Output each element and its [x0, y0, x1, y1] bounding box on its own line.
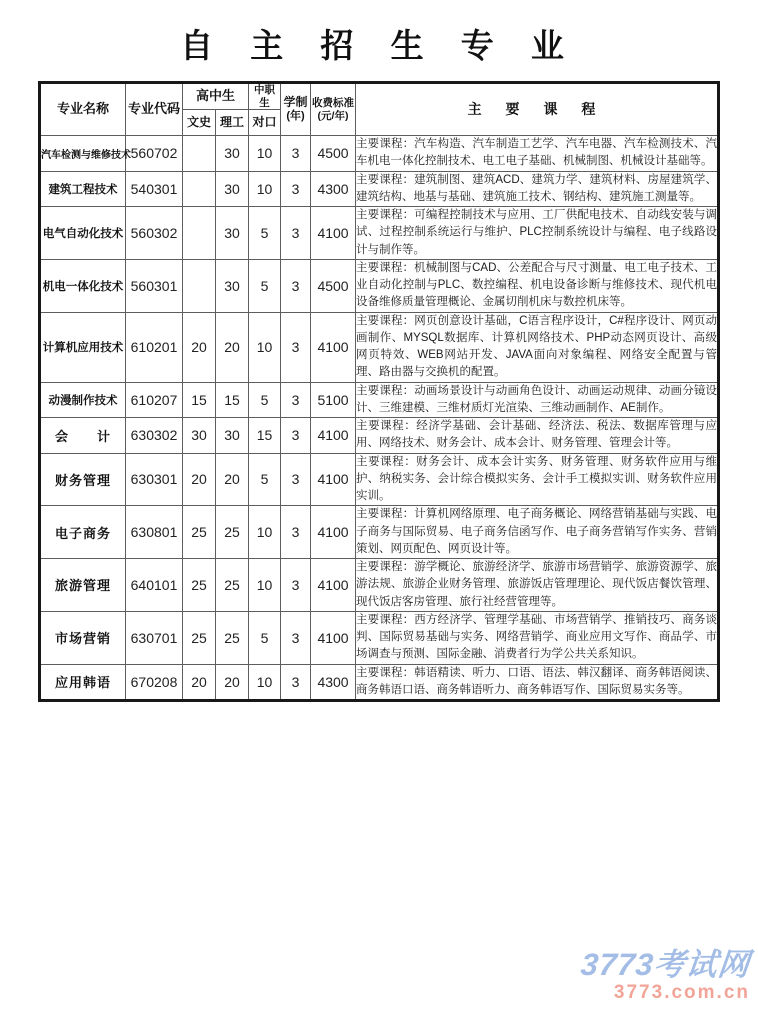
major-code-cell: 670208 — [126, 664, 183, 701]
major-code-cell: 640101 — [126, 559, 183, 612]
ligong-quota-cell: 25 — [216, 559, 249, 612]
wenshi-quota-cell — [183, 136, 216, 172]
major-code-cell: 540301 — [126, 171, 183, 207]
col-header-fee-line1: 收费标准 — [312, 97, 355, 110]
wenshi-quota-cell — [183, 259, 216, 312]
major-name-cell: 会 计 — [40, 418, 126, 454]
courses-cell: 主要课程：韩语精读、听力、口语、语法、韩汉翻译、商务韩语阅读、商务韩语口语、商务韩语听力、商务韩语写作、国际贸易实务等。 — [356, 664, 719, 701]
duikou-quota-cell: 10 — [249, 506, 281, 559]
courses-cell: 主要课程：游学概论、旅游经济学、旅游市场营销学、旅游资源学、旅游法规、旅游企业财务管理、旅游饭店管理理论、现代饭店餐饮管理、现代饭店客房管理、旅行社经营管理等。 — [356, 559, 719, 612]
courses-cell: 主要课程：可编程控制技术与应用、工厂供配电技术、自动线安装与调试、过程控制系统运行与维护、PLC控制系统设计与编程、电子线路设计与制作等。 — [356, 207, 719, 260]
table-row — [40, 506, 719, 559]
major-name-cell: 计算机应用技术 — [40, 312, 126, 382]
fee-cell: 4100 — [311, 506, 356, 559]
ligong-quota-cell: 20 — [216, 664, 249, 701]
major-name-cell: 电气自动化技术 — [40, 207, 126, 260]
duration-cell: 3 — [281, 382, 311, 418]
major-name-cell: 财务管理 — [40, 453, 126, 506]
courses-cell: 主要课程：机械制图与CAD、公差配合与尺寸测量、电工电子技术、工业自动化控制与PLC、数控编程、机电设备诊断与维修技术、现代机电设备维修质量管理概论、金属切削机床与数控机床等。 — [356, 259, 719, 312]
major-code-cell: 630801 — [126, 506, 183, 559]
col-header-duration-line2: (年) — [286, 110, 305, 123]
col-header-major-name: 专业名称 — [40, 83, 126, 136]
table-row — [40, 136, 719, 172]
watermark-site-url: 3773.com.cn — [613, 982, 750, 1004]
col-header-ligong: 理工 — [216, 110, 249, 136]
fee-cell: 4100 — [311, 453, 356, 506]
wenshi-quota-cell — [183, 171, 216, 207]
table-row — [40, 382, 719, 418]
major-code-cell: 630701 — [126, 611, 183, 664]
duikou-quota-cell: 5 — [249, 382, 281, 418]
table-row — [40, 453, 719, 506]
major-code-cell: 560302 — [126, 207, 183, 260]
ligong-quota-cell: 30 — [216, 259, 249, 312]
wenshi-quota-cell: 20 — [183, 664, 216, 701]
major-code-cell: 560301 — [126, 259, 183, 312]
ligong-quota-cell: 15 — [216, 382, 249, 418]
col-header-high-school: 高中生 — [183, 83, 249, 110]
ligong-quota-cell: 25 — [216, 611, 249, 664]
duration-cell: 3 — [281, 559, 311, 612]
duikou-quota-cell: 5 — [249, 259, 281, 312]
courses-cell: 主要课程：财务会计、成本会计实务、财务管理、财务软件应用与维护、纳税实务、会计综合模拟实务、会计手工模拟实训、财务软件应用实训。 — [356, 453, 719, 506]
wenshi-quota-cell — [183, 207, 216, 260]
courses-cell: 主要课程：经济学基础、会计基础、经济法、税法、数据库管理与应用、网络技术、财务会计、成本会计、财务管理、管理会计等。 — [356, 418, 719, 454]
table-row — [40, 418, 719, 454]
duikou-quota-cell: 5 — [249, 453, 281, 506]
duration-cell: 3 — [281, 171, 311, 207]
watermark-site-name: 3773考试网 — [579, 947, 752, 983]
col-header-courses: 主 要 课 程 — [356, 83, 719, 136]
fee-cell: 5100 — [311, 382, 356, 418]
major-name-cell: 建筑工程技术 — [40, 171, 126, 207]
duration-cell: 3 — [281, 207, 311, 260]
courses-cell: 主要课程：建筑制图、建筑ACD、建筑力学、建筑材料、房屋建筑学、建筑结构、地基与基础、建筑施工技术、钢结构、建筑施工测量等。 — [356, 171, 719, 207]
col-header-fee-line2: (元/年) — [317, 109, 349, 122]
major-code-cell: 560702 — [126, 136, 183, 172]
wenshi-quota-cell: 25 — [183, 611, 216, 664]
major-name-cell: 旅游管理 — [40, 559, 126, 612]
major-name-cell: 汽车检测与维修技术 — [40, 136, 126, 172]
ligong-quota-cell: 30 — [216, 136, 249, 172]
fee-cell: 4100 — [311, 559, 356, 612]
courses-cell: 主要课程：动画场景设计与动画角色设计、动画运动规律、动画分镜设计、三维建模、三维材质灯光渲染、三维动画制作、AE制作。 — [356, 382, 719, 418]
courses-cell: 主要课程：网页创意设计基础，C语言程序设计，C#程序设计、网页动画制作、MYSQL数据库、计算机网络技术、PHP动态网页设计、高级网页特效、WEB网站开发、JAVA面向对象编程、网络安全配置与管理、路由器与交换机的配置。 — [356, 312, 719, 382]
fee-cell: 4100 — [311, 611, 356, 664]
duration-cell: 3 — [281, 136, 311, 172]
col-header-wenshi: 文史 — [183, 110, 216, 136]
major-code-cell: 610207 — [126, 382, 183, 418]
duikou-quota-cell: 10 — [249, 312, 281, 382]
duration-cell: 3 — [281, 453, 311, 506]
duikou-quota-cell: 10 — [249, 664, 281, 701]
major-code-cell: 630302 — [126, 418, 183, 454]
major-name-cell: 应用韩语 — [40, 664, 126, 701]
table-row — [40, 312, 719, 382]
duikou-quota-cell: 10 — [249, 136, 281, 172]
wenshi-quota-cell: 20 — [183, 453, 216, 506]
ligong-quota-cell: 20 — [216, 453, 249, 506]
table-row — [40, 207, 719, 260]
ligong-quota-cell: 30 — [216, 171, 249, 207]
duration-cell: 3 — [281, 418, 311, 454]
ligong-quota-cell: 30 — [216, 418, 249, 454]
courses-cell: 主要课程：计算机网络原理、电子商务概论、网络营销基础与实践、电子商务与国际贸易、电子商务信函写作、电子商务营销写作实务、营销策划、网页配色、网页设计等。 — [356, 506, 719, 559]
table-row — [40, 171, 719, 207]
duikou-quota-cell: 10 — [249, 171, 281, 207]
wenshi-quota-cell: 25 — [183, 559, 216, 612]
col-header-vocational: 中职生 — [249, 83, 281, 110]
ligong-quota-cell: 25 — [216, 506, 249, 559]
page-title: 自 主 招 生 专 业 — [180, 27, 578, 64]
duration-cell: 3 — [281, 664, 311, 701]
wenshi-quota-cell: 30 — [183, 418, 216, 454]
major-name-cell: 电子商务 — [40, 506, 126, 559]
major-code-cell: 630301 — [126, 453, 183, 506]
major-name-cell: 市场营销 — [40, 611, 126, 664]
col-header-fee — [311, 83, 356, 136]
major-code-cell: 610201 — [126, 312, 183, 382]
duration-cell: 3 — [281, 611, 311, 664]
courses-cell: 主要课程：汽车构造、汽车制造工艺学、汽车电器、汽车检测技术、汽车机电一体化控制技术、电工电子基础、机械制图、机械设计基础等。 — [356, 136, 719, 172]
duration-cell: 3 — [281, 259, 311, 312]
duration-cell: 3 — [281, 506, 311, 559]
table-body — [40, 136, 719, 701]
duration-cell: 3 — [281, 312, 311, 382]
ligong-quota-cell: 30 — [216, 207, 249, 260]
table-row — [40, 664, 719, 701]
major-name-cell: 机电一体化技术 — [40, 259, 126, 312]
table-row — [40, 559, 719, 612]
table-header — [40, 83, 719, 136]
table-row — [40, 611, 719, 664]
watermark — [581, 949, 750, 1005]
fee-cell: 4100 — [311, 418, 356, 454]
wenshi-quota-cell: 25 — [183, 506, 216, 559]
fee-cell: 4500 — [311, 136, 356, 172]
duikou-quota-cell: 15 — [249, 418, 281, 454]
duikou-quota-cell: 5 — [249, 611, 281, 664]
fee-cell: 4300 — [311, 664, 356, 701]
table-row — [40, 259, 719, 312]
fee-cell: 4500 — [311, 259, 356, 312]
major-name-cell: 动漫制作技术 — [40, 382, 126, 418]
fee-cell: 4100 — [311, 312, 356, 382]
col-header-duration-line1: 学制 — [283, 95, 308, 110]
majors-table — [38, 81, 720, 702]
duikou-quota-cell: 10 — [249, 559, 281, 612]
fee-cell: 4100 — [311, 207, 356, 260]
col-header-duration — [281, 83, 311, 136]
wenshi-quota-cell: 15 — [183, 382, 216, 418]
col-header-duikou: 对口 — [249, 110, 281, 136]
ligong-quota-cell: 20 — [216, 312, 249, 382]
col-header-major-code: 专业代码 — [126, 83, 183, 136]
courses-cell: 主要课程：西方经济学、管理学基础、市场营销学、推销技巧、商务谈判、国际贸易基础与实务、网络营销学、商业应用文写作、商品学、市场调查与预测、国际金融、消费者行为学公共关系知识。 — [356, 611, 719, 664]
wenshi-quota-cell: 20 — [183, 312, 216, 382]
duikou-quota-cell: 5 — [249, 207, 281, 260]
fee-cell: 4300 — [311, 171, 356, 207]
